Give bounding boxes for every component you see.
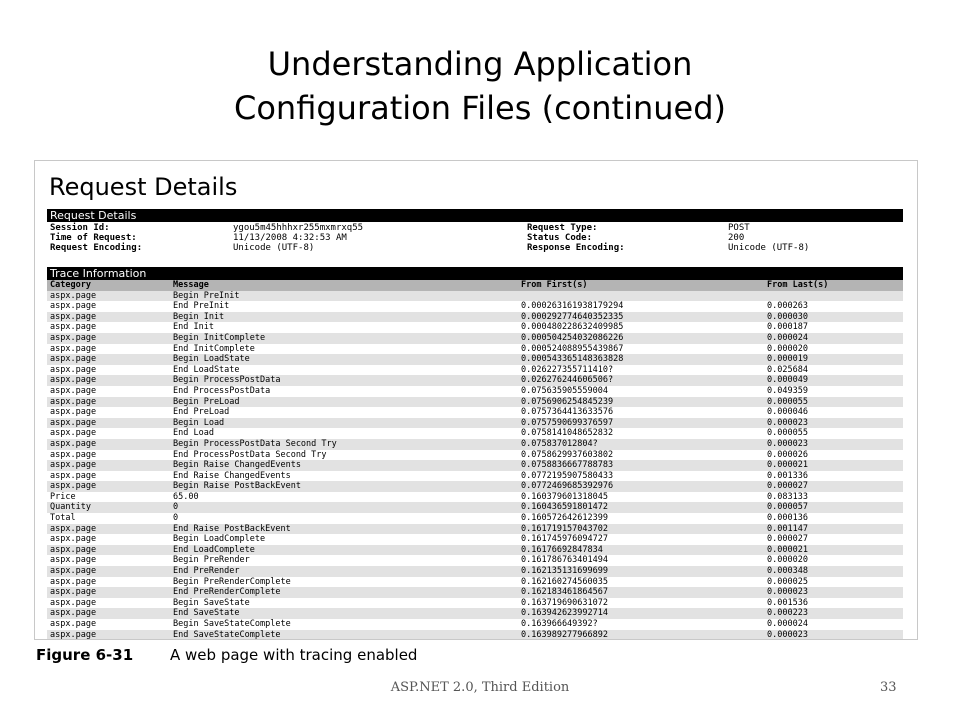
row-message: Begin PreRenderComplete [173,576,291,587]
row-from-first: 0.0757590699376597 [521,417,614,428]
column-header-category: Category [50,280,91,290]
row-from-last: 0.000046 [767,407,808,418]
row-from-last: 0.083133 [767,491,808,502]
row-category: aspx.page [50,523,97,534]
table-row [47,471,903,482]
table-row [47,375,903,386]
row-category: aspx.page [50,396,97,407]
trace-table [47,280,903,640]
status-code-value: 200 [728,233,745,243]
column-header-from-last: From Last(s) [767,280,829,290]
table-row [47,386,903,397]
table-row [47,577,903,588]
row-category: aspx.page [50,322,97,333]
row-from-first: 0.000480228632409985 [521,322,624,333]
time-of-request-label: Time of Request: [50,233,137,243]
row-from-last: 0.000030 [767,311,808,322]
table-row [47,301,903,312]
row-message: Begin ProcessPostData Second Try [173,438,337,449]
row-message: Begin Init [173,311,225,322]
row-category: aspx.page [50,460,97,471]
row-from-last: 0.001147 [767,523,808,534]
row-from-first: 0.0758629937603802 [521,449,614,460]
row-message: Begin PreRender [173,555,250,566]
trace-table-header [47,280,903,291]
detail-row-time [47,233,903,243]
row-message: Begin Raise PostBackEvent [173,481,301,492]
row-from-last: 0.000348 [767,566,808,577]
response-encoding-label: Response Encoding: [527,243,625,253]
row-category: aspx.page [50,385,97,396]
row-category: aspx.page [50,407,97,418]
row-message: End SaveState [173,608,240,619]
table-row [47,439,903,450]
row-from-last: 0.000263 [767,301,808,312]
row-category: aspx.page [50,290,97,301]
request-details-screenshot [34,160,918,640]
row-category: aspx.page [50,343,97,354]
row-from-last: 0.000023 [767,417,808,428]
session-id-value: ygou5m45hhhxr255mxmrxq55 [233,223,364,233]
row-from-last: 0.000024 [767,619,808,629]
slide-title-line2: Configuration Files (continued) [234,89,726,127]
row-from-first: 0.075837012804? [521,438,598,449]
table-row [47,524,903,535]
row-from-first: 0.161745976094727 [521,534,608,545]
row-category: aspx.page [50,597,97,608]
footer-edition: ASP.NET 2.0, Third Edition [390,680,570,695]
row-category: Total [50,513,76,524]
request-details-heading: Request Details [49,173,238,201]
row-from-first: 0.162183461864567 [521,587,608,598]
table-row [47,407,903,418]
row-from-last: 0.000023 [767,587,808,598]
row-message: End Raise ChangedEvents [173,470,291,481]
row-from-last: 0.000023 [767,438,808,449]
row-message: Begin Load [173,417,225,428]
row-from-first: 0.0757364413633576 [521,407,614,418]
row-from-last: 0.000023 [767,629,808,640]
row-category: aspx.page [50,364,97,375]
row-message: Begin ProcessPostData [173,375,281,386]
row-message: End Load [173,428,214,439]
trace-rows [47,291,903,640]
row-from-first: 0.075635905559004 [521,385,608,396]
row-from-last: 0.000027 [767,534,808,545]
row-category: aspx.page [50,587,97,598]
row-message: End PreRenderComplete [173,587,281,598]
table-row [47,397,903,408]
row-from-last: 0.000223 [767,608,808,619]
table-row [47,450,903,461]
row-from-last: 0.000021 [767,544,808,555]
time-of-request-value: 11/13/2008 4:32:53 AM [233,233,347,243]
figure-caption [36,646,418,664]
row-category: aspx.page [50,608,97,619]
row-from-first: 0.0758836667788783 [521,460,614,471]
row-from-first: 0.16176692847834 [521,544,603,555]
row-from-first: 0.0772469685392976 [521,481,614,492]
row-message: End ProcessPostData [173,385,271,396]
row-message: Begin SaveState [173,597,250,608]
row-from-first: 0.160379601318045 [521,491,608,502]
row-from-last: 0.025684 [767,364,808,375]
session-id-label: Session Id: [50,223,110,233]
row-category: aspx.page [50,375,97,386]
row-from-first: 0.000292774640352335 [521,311,624,322]
row-from-last: 0.000024 [767,332,808,343]
row-category: aspx.page [50,629,97,640]
row-message: End PreInit [173,301,230,312]
row-from-last: 0.000055 [767,428,808,439]
row-from-last: 0.000019 [767,354,808,365]
row-from-first: 0.160572642612399 [521,513,608,524]
table-row [47,481,903,492]
row-category: aspx.page [50,566,97,577]
row-category: aspx.page [50,481,97,492]
response-encoding-value: Unicode (UTF-8) [728,243,810,253]
row-from-first: 0.0772195907580433 [521,470,614,481]
table-row [47,291,903,302]
status-code-label: Status Code: [527,233,593,243]
row-from-last: 0.000136 [767,513,808,524]
table-row [47,630,903,640]
table-row [47,598,903,609]
row-message: End PreRender [173,566,240,577]
row-from-last: 0.000025 [767,576,808,587]
row-category: aspx.page [50,555,97,566]
row-category: aspx.page [50,417,97,428]
slide-title-line1: Understanding Application [267,45,693,83]
footer-page-number: 33 [880,680,897,695]
row-from-first: 0.160436591801472 [521,502,608,513]
figure-label: Figure 6-31 [36,646,134,664]
row-category: aspx.page [50,449,97,460]
table-row [47,587,903,598]
table-row [47,555,903,566]
row-category: aspx.page [50,576,97,587]
row-message: End Init [173,322,214,333]
row-category: aspx.page [50,438,97,449]
row-message: End Raise PostBackEvent [173,523,291,534]
row-from-first: 0.161786763401494 [521,555,608,566]
row-message: End ProcessPostData Second Try [173,449,327,460]
row-message: 65.00 [173,491,199,502]
table-row [47,322,903,333]
row-from-first: 0.0756906254845239 [521,396,614,407]
figure-caption-text: A web page with tracing enabled [170,646,418,664]
row-from-last: 0.000026 [767,449,808,460]
row-from-last: 0.000049 [767,375,808,386]
row-from-first: 0.163719690631072 [521,597,608,608]
table-row [47,365,903,376]
row-message: Begin Raise ChangedEvents [173,460,301,471]
row-from-first: 0.161719157043702 [521,523,608,534]
table-row [47,312,903,323]
row-category: aspx.page [50,619,97,629]
table-row [47,428,903,439]
table-row [47,354,903,365]
row-from-last: 0.000055 [767,396,808,407]
row-message: Begin SaveStateComplete [173,619,291,629]
row-from-first: 0.000543365148363828 [521,354,624,365]
row-from-first: 0.162160274560035 [521,576,608,587]
row-message: End LoadState [173,364,240,375]
table-row [47,513,903,524]
row-message: End PreLoad [173,407,230,418]
row-from-last: 0.000020 [767,343,808,354]
row-message: 0 [173,513,179,524]
row-message: Begin LoadState [173,354,250,365]
row-from-first: 0.0758141048652832 [521,428,614,439]
row-from-last: 0.001336 [767,470,808,481]
row-message: End LoadComplete [173,544,255,555]
row-message: End InitComplete [173,343,255,354]
row-category: aspx.page [50,534,97,545]
row-from-last: 0.049359 [767,385,808,396]
row-category: aspx.page [50,428,97,439]
row-message: 0 [173,502,179,513]
row-from-first: 0.000524088955439867 [521,343,624,354]
table-row [47,534,903,545]
row-message: End SaveStateComplete [173,629,281,640]
table-row [47,545,903,556]
row-from-last: 0.001536 [767,597,808,608]
detail-row-session [47,223,903,233]
table-row [47,460,903,471]
row-category: aspx.page [50,332,97,343]
row-from-first: 0.000504254032086226 [521,332,624,343]
detail-row-encoding [47,243,903,253]
column-header-message: Message [173,280,209,290]
row-from-first: 0.000263161938179294 [521,301,624,312]
row-category: Price [50,491,76,502]
column-header-from-first: From First(s) [521,280,588,290]
row-from-first: 0.026276244606506? [521,375,614,386]
row-from-first: 0.163966649392? [521,619,598,629]
row-from-last: 0.000057 [767,502,808,513]
trace-information-bar: Trace Information [47,267,903,280]
table-row [47,502,903,513]
table-row [47,619,903,630]
row-from-last: 0.000020 [767,555,808,566]
request-type-value: POST [728,223,750,233]
row-from-first: 0.026227355711410? [521,364,614,375]
table-row [47,608,903,619]
table-row [47,333,903,344]
row-from-first: 0.163989277966892 [521,629,608,640]
request-details-bar: Request Details [47,209,903,222]
row-from-last: 0.000021 [767,460,808,471]
row-from-last: 0.000187 [767,322,808,333]
row-category: aspx.page [50,354,97,365]
row-from-first: 0.163942623992714 [521,608,608,619]
request-encoding-label: Request Encoding: [50,243,143,253]
row-message: Begin PreLoad [173,396,240,407]
table-row [47,344,903,355]
row-category: aspx.page [50,470,97,481]
row-from-first: 0.162135131699699 [521,566,608,577]
slide-title [0,42,960,130]
table-row [47,418,903,429]
row-category: Quantity [50,502,91,513]
row-from-last: 0.000027 [767,481,808,492]
request-type-label: Request Type: [527,223,598,233]
table-row [47,566,903,577]
row-message: Begin LoadComplete [173,534,266,545]
row-message: Begin PreInit [173,290,240,301]
request-encoding-value: Unicode (UTF-8) [233,243,315,253]
table-row [47,492,903,503]
row-category: aspx.page [50,311,97,322]
row-category: aspx.page [50,301,97,312]
row-category: aspx.page [50,544,97,555]
row-message: Begin InitComplete [173,332,266,343]
